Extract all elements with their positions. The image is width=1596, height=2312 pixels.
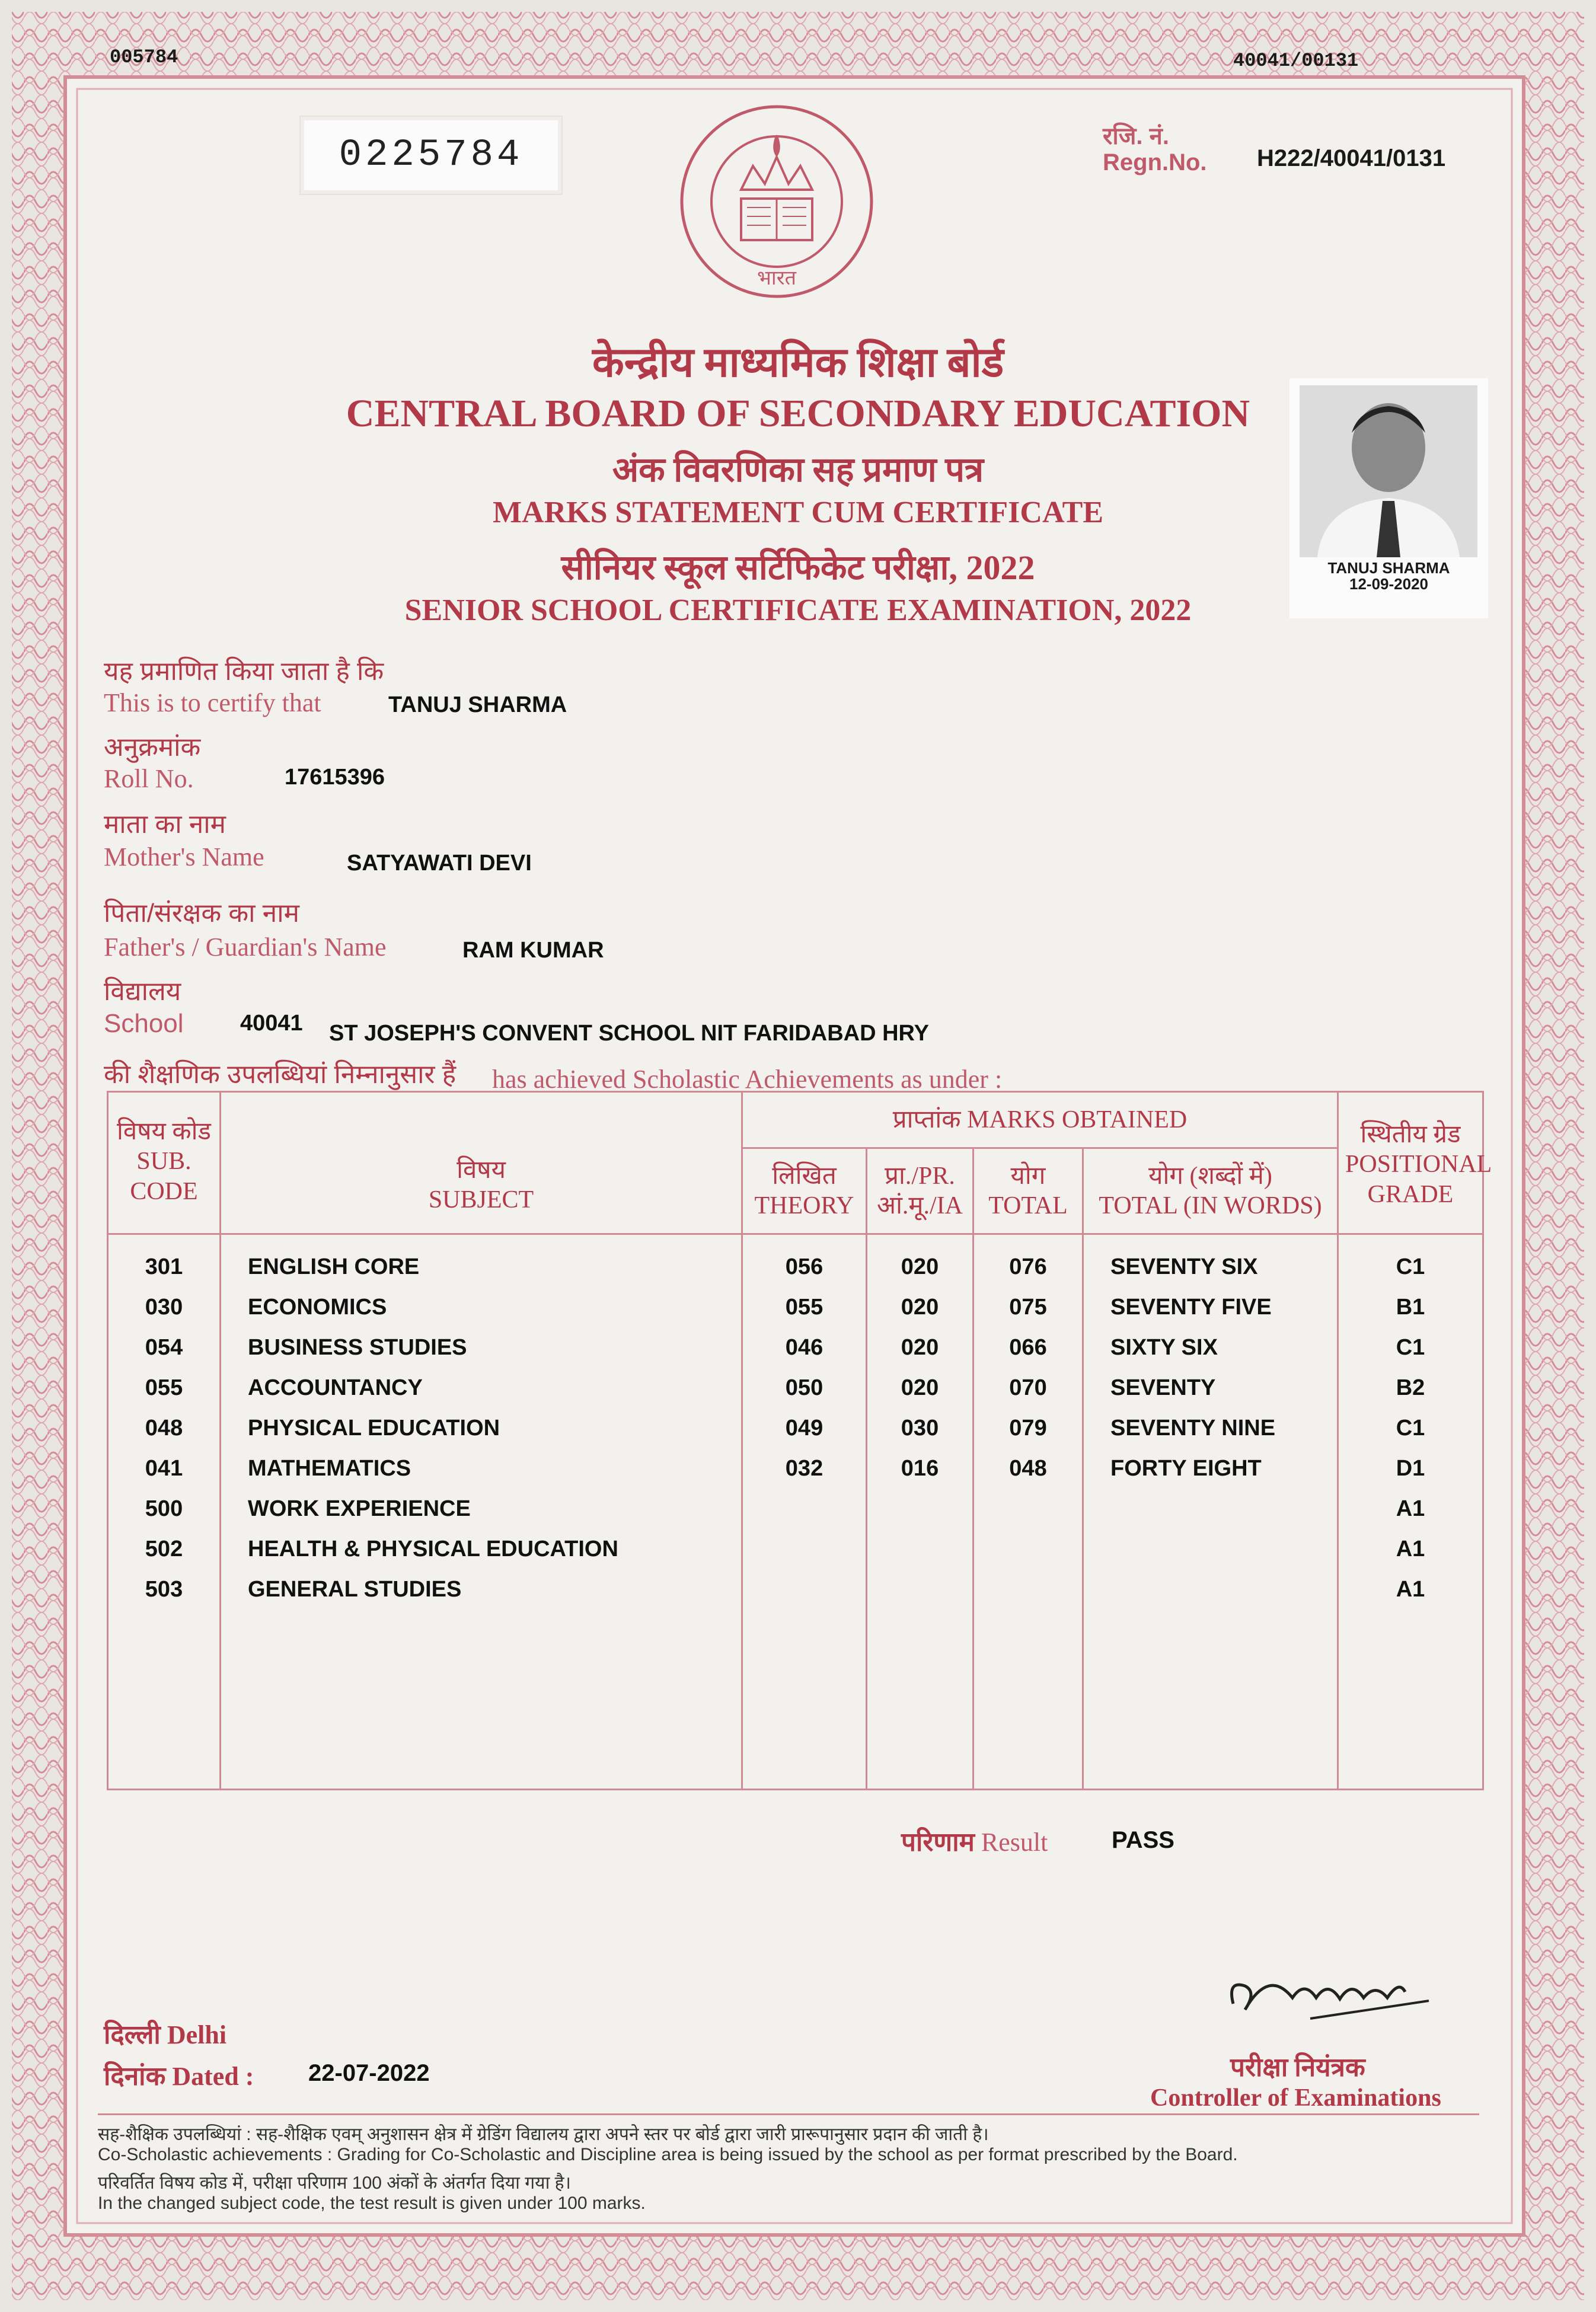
header-sub-code-en: SUB. CODE — [130, 1148, 198, 1205]
regn-label-en: Regn.No. — [1103, 149, 1207, 175]
row-theory: 032 — [785, 1456, 823, 1481]
cbse-logo-icon — [676, 101, 877, 314]
document-title-hindi: अंक विवरणिका सह प्रमाण पत्र — [612, 451, 984, 489]
school-name: ST JOSEPH'S CONVENT SCHOOL NIT FARIDABAD HRY — [329, 1021, 929, 1046]
dated-label — [104, 2057, 254, 2093]
header-theory — [742, 1148, 867, 1234]
serial-number: 0225784 — [299, 116, 563, 195]
controller-signature — [1221, 1956, 1447, 2039]
exam-title-english: SENIOR SCHOOL CERTIFICATE EXAMINATION, 2022 — [404, 593, 1192, 627]
row-practical: 020 — [901, 1254, 939, 1279]
row-code: 503 — [145, 1577, 183, 1602]
header-theory-en: THEORY — [754, 1192, 854, 1219]
header-total-words-en: TOTAL (IN WORDS) — [1099, 1192, 1322, 1219]
header-practical — [867, 1148, 973, 1234]
header-total-hi: योग — [1010, 1162, 1046, 1190]
row-theory: 055 — [785, 1295, 823, 1320]
place-en: Delhi — [167, 2020, 227, 2049]
row-total: 048 — [1009, 1456, 1047, 1481]
footer-note2-en: In the changed subject code, the test result is given under 100 marks. — [98, 2193, 646, 2213]
col-theory — [742, 1234, 867, 1790]
row-code: 502 — [145, 1537, 183, 1561]
row-subject: MATHEMATICS — [248, 1456, 411, 1481]
candidate-name: TANUJ SHARMA — [388, 692, 567, 717]
place — [104, 2016, 226, 2051]
header-total — [973, 1148, 1083, 1234]
row-practical: 020 — [901, 1375, 939, 1400]
row-theory: 046 — [785, 1335, 823, 1360]
col-total — [973, 1234, 1083, 1790]
achieved-label-hi: की शैक्षणिक उपलब्धियां निम्नानुसार हैं — [104, 1060, 457, 1089]
header-marks-hi: प्राप्तांक — [892, 1106, 961, 1133]
candidate-photo — [1289, 378, 1488, 618]
document-title-english: MARKS STATEMENT CUM CERTIFICATE — [492, 496, 1104, 529]
header-sub-code-hi: विषय कोड — [117, 1118, 211, 1145]
mother-label-en: Mother's Name — [104, 842, 264, 871]
row-code: 055 — [145, 1375, 183, 1400]
row-words: SEVENTY FIVE — [1110, 1295, 1272, 1320]
header-total-en: TOTAL — [988, 1192, 1068, 1219]
row-total: 076 — [1009, 1254, 1047, 1279]
row-subject: WORK EXPERIENCE — [248, 1496, 471, 1521]
corner-number-right: 40041/00131 — [1233, 50, 1359, 72]
roll-label-en: Roll No. — [104, 764, 194, 793]
row-code: 041 — [145, 1456, 183, 1481]
school-label-en: School — [104, 1009, 184, 1038]
corner-number-left: 005784 — [110, 46, 178, 68]
row-grade: A1 — [1396, 1537, 1425, 1561]
row-words: FORTY EIGHT — [1110, 1456, 1262, 1481]
result-label-hi: परिणाम — [901, 1828, 975, 1857]
row-subject: ENGLISH CORE — [248, 1254, 420, 1279]
candidate-photo-image — [1300, 385, 1477, 557]
row-grade: A1 — [1396, 1496, 1425, 1521]
row-words: SEVENTY NINE — [1110, 1416, 1276, 1441]
row-words: SEVENTY — [1110, 1375, 1216, 1400]
dated-label-en: Dated : — [172, 2062, 254, 2091]
result-value: PASS — [1112, 1827, 1174, 1853]
row-theory: 049 — [785, 1416, 823, 1441]
col-total-words — [1083, 1234, 1338, 1790]
regn-number: H222/40041/0131 — [1257, 145, 1446, 171]
achieved-label-en: has achieved Scholastic Achievements as under : — [492, 1065, 1003, 1094]
header-practical-en: आं.मू./IA — [876, 1192, 963, 1219]
roll-number: 17615396 — [285, 765, 385, 790]
header-subject-en: SUBJECT — [428, 1186, 534, 1214]
row-grade: C1 — [1396, 1335, 1425, 1360]
row-code: 500 — [145, 1496, 183, 1521]
row-grade: C1 — [1396, 1416, 1425, 1441]
header-grade-hi: स्थितीय ग्रेड — [1360, 1121, 1461, 1148]
header-subject-hi: विषय — [457, 1157, 506, 1184]
row-words: SIXTY SIX — [1110, 1335, 1218, 1360]
row-grade: A1 — [1396, 1577, 1425, 1602]
footer-note1-hi: सह-शैक्षिक उपलब्धियां : सह-शैक्षिक एवम् अनुशासन क्षेत्र में ग्रेडिंग विद्यालय द्वारा अपने स्तर पर बोर्ड द्वारा जारी प्रारूपानुसार प्रदान की जाती है। — [98, 2125, 989, 2144]
school-label-hi: विद्यालय — [104, 977, 181, 1006]
result-label — [901, 1823, 1048, 1858]
row-words: SEVENTY SIX — [1110, 1254, 1258, 1279]
controller-label-en: Controller of Examinations — [1150, 2084, 1441, 2112]
row-code: 301 — [145, 1254, 183, 1279]
row-grade: D1 — [1396, 1456, 1425, 1481]
row-subject: ACCOUNTANCY — [248, 1375, 423, 1400]
photo-date: 12-09-2020 — [1349, 575, 1428, 593]
row-practical: 030 — [901, 1416, 939, 1441]
footer-divider — [98, 2113, 1479, 2115]
place-hi: दिल्ली — [104, 2020, 161, 2049]
col-subjects — [221, 1234, 742, 1790]
row-total: 079 — [1009, 1416, 1047, 1441]
father-label-hi: पिता/संरक्षक का नाम — [104, 899, 299, 928]
footer-note2-hi: परिवर्तित विषय कोड में, परीक्षा परिणाम 100 अंकों के अंतर्गत दिया गया है। — [98, 2173, 571, 2193]
board-title-english: CENTRAL BOARD OF SECONDARY EDUCATION — [346, 392, 1250, 435]
row-subject: BUSINESS STUDIES — [248, 1335, 467, 1360]
header-marks-en: MARKS OBTAINED — [967, 1106, 1188, 1133]
header-sub-code — [108, 1092, 221, 1234]
col-codes — [108, 1234, 221, 1790]
mother-label-hi: माता का नाम — [104, 810, 226, 839]
row-grade: B2 — [1396, 1375, 1425, 1400]
result-label-en: Result — [981, 1828, 1048, 1857]
row-grade: B1 — [1396, 1295, 1425, 1320]
board-title-hindi: केन्द्रीय माध्यमिक शिक्षा बोर्ड — [592, 340, 1004, 386]
header-grade — [1338, 1092, 1492, 1234]
dated-label-hi: दिनांक — [104, 2062, 166, 2091]
row-subject: HEALTH & PHYSICAL EDUCATION — [248, 1537, 618, 1561]
row-practical: 020 — [901, 1335, 939, 1360]
header-subject — [221, 1092, 742, 1234]
row-practical: 016 — [901, 1456, 939, 1481]
header-theory-hi: लिखित — [772, 1162, 837, 1190]
school-code: 40041 — [240, 1011, 303, 1036]
emblem-text: भारत — [757, 266, 796, 290]
certify-label-hi: यह प्रमाणित किया जाता है कि — [104, 657, 384, 686]
col-practical — [867, 1234, 973, 1790]
controller-label-hi: परीक्षा नियंत्रक — [1230, 2053, 1365, 2082]
row-total: 070 — [1009, 1375, 1047, 1400]
header-marks-obtained — [742, 1092, 1338, 1148]
row-theory: 050 — [785, 1375, 823, 1400]
row-code: 030 — [145, 1295, 183, 1320]
marks-table — [107, 1091, 1492, 1790]
certify-label-en: This is to certify that — [104, 688, 321, 717]
footer-note1-en: Co-Scholastic achievements : Grading for Co-Scholastic and Discipline area is being issued by the school as per format prescribed by the Board. — [98, 2145, 1238, 2164]
father-label-en: Father's / Guardian's Name — [104, 933, 387, 962]
father-name: RAM KUMAR — [462, 938, 604, 963]
regn-label-hi: रजि. नं. — [1103, 123, 1169, 149]
row-code: 048 — [145, 1416, 183, 1441]
row-theory: 056 — [785, 1254, 823, 1279]
row-subject: PHYSICAL EDUCATION — [248, 1416, 500, 1441]
row-total: 066 — [1009, 1335, 1047, 1360]
issue-date: 22-07-2022 — [308, 2060, 430, 2086]
header-grade-en: POSITIONAL GRADE — [1345, 1151, 1492, 1208]
row-practical: 020 — [901, 1295, 939, 1320]
row-subject: GENERAL STUDIES — [248, 1577, 462, 1602]
roll-label-hi: अनुक्रमांक — [104, 733, 201, 762]
header-total-words-hi: योग (शब्दों में) — [1148, 1162, 1272, 1190]
row-code: 054 — [145, 1335, 183, 1360]
header-practical-hi: प्रा./PR. — [885, 1162, 955, 1190]
row-total: 075 — [1009, 1295, 1047, 1320]
photo-name: TANUJ SHARMA — [1327, 559, 1450, 577]
exam-title-hindi: सीनियर स्कूल सर्टिफिकेट परीक्षा, 2022 — [561, 548, 1035, 587]
row-subject: ECONOMICS — [248, 1295, 387, 1320]
col-grade — [1338, 1234, 1483, 1790]
mother-name: SATYAWATI DEVI — [347, 851, 532, 876]
header-total-words — [1083, 1148, 1338, 1234]
row-grade: C1 — [1396, 1254, 1425, 1279]
